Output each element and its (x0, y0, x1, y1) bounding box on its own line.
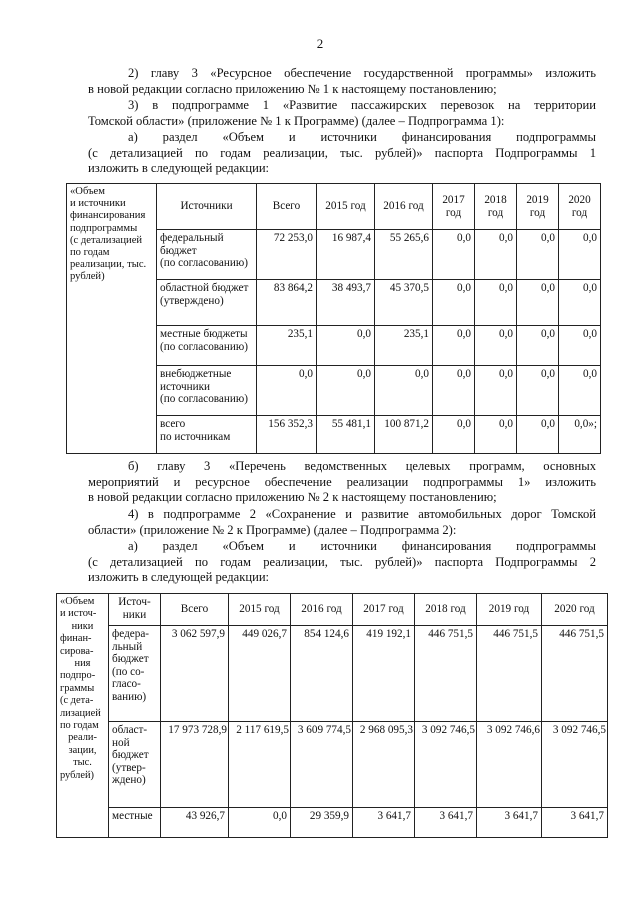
paragraph-chapter-3 (88, 66, 596, 97)
source-cell: местные бюджеты (по согласованию) (157, 326, 257, 366)
value-cell: 3 092 746,6 (477, 722, 542, 808)
text-line: 4) в подпрограмме 2 «Сохранение и развитие автомобильных дорог Томской (128, 507, 596, 521)
value-cell: 0,0 (475, 230, 517, 280)
value-cell: 235,1 (257, 326, 317, 366)
header-year: 2018 год (415, 594, 477, 626)
value-cell: 0,0 (229, 808, 291, 838)
value-cell: 0,0 (475, 366, 517, 416)
value-cell: 2 968 095,3 (353, 722, 415, 808)
header-year: 2017 год (353, 594, 415, 626)
paragraph-section-b (88, 459, 596, 506)
text-line: (с детализацией по годам реализации, тыс. рублей)» паспорта Подпрограммы 2 (88, 554, 596, 569)
paragraph-subprogram-2 (88, 507, 596, 538)
value-cell: 0,0 (517, 230, 559, 280)
value-cell: 854 124,6 (291, 626, 353, 722)
value-cell: 0,0 (559, 366, 601, 416)
value-cell: 0,0 (317, 326, 375, 366)
value-cell: 100 871,2 (375, 416, 433, 454)
paragraph-section-a-1 (88, 130, 596, 177)
header-year: 2020 год (559, 184, 601, 230)
value-cell: 0,0 (257, 366, 317, 416)
text-line: в новой редакции согласно приложению № 1 к настоящему постановлению; (88, 81, 497, 96)
source-cell: всего по источникам (157, 416, 257, 454)
value-cell: 17 973 728,9 (161, 722, 229, 808)
value-cell: 55 265,6 (375, 230, 433, 280)
source-cell: федеральный бюджет (по согласованию) (157, 230, 257, 280)
value-cell: 449 026,7 (229, 626, 291, 722)
page-number: 2 (316, 36, 324, 51)
value-cell: 43 926,7 (161, 808, 229, 838)
header-year: 2015 год (317, 184, 375, 230)
financing-table-subprogram-1 (66, 183, 601, 454)
value-cell: 0,0 (433, 326, 475, 366)
value-cell: 446 751,5 (477, 626, 542, 722)
header-sources: Источ- ники (109, 594, 161, 626)
text-line: области» (приложение № 2 к Программе) (далее – Подпрограмма 2): (88, 522, 457, 537)
value-cell: 3 062 597,9 (161, 626, 229, 722)
source-cell: федера- льный бюджет (по со- гласо- ванию) (109, 626, 161, 722)
header-sources: Источники (157, 184, 257, 230)
value-cell: 38 493,7 (317, 280, 375, 326)
value-cell: 3 641,7 (542, 808, 608, 838)
value-cell: 0,0 (375, 366, 433, 416)
header-year: 2017 год (433, 184, 475, 230)
source-cell: областной бюджет (утверждено) (157, 280, 257, 326)
text-line: изложить в следующей редакции: (88, 161, 270, 176)
value-cell: 446 751,5 (542, 626, 608, 722)
table-row (57, 808, 608, 838)
source-cell: внебюджетные источники (по согласованию) (157, 366, 257, 416)
value-cell: 0,0 (475, 326, 517, 366)
value-cell: 0,0 (433, 280, 475, 326)
value-cell: 0,0 (517, 366, 559, 416)
header-year: 2018 год (475, 184, 517, 230)
value-cell: 0,0 (433, 366, 475, 416)
text-line: (с детализацией по годам реализации, тыс. рублей)» паспорта Подпрограммы 1 (88, 145, 596, 160)
table-row (57, 626, 608, 722)
value-cell: 45 370,5 (375, 280, 433, 326)
text-line: Томской области» (приложение № 1 к Программе) (далее – Подпрограмма 1): (88, 113, 505, 128)
value-cell: 3 609 774,5 (291, 722, 353, 808)
text-line: а) раздел «Объем и источники финансирования подпрограммы (128, 130, 596, 144)
value-cell: 0,0 (433, 416, 475, 454)
value-cell: 72 253,0 (257, 230, 317, 280)
value-cell: 0,0 (433, 230, 475, 280)
value-cell: 0,0 (559, 230, 601, 280)
source-cell: местные (109, 808, 161, 838)
value-cell: 3 641,7 (353, 808, 415, 838)
header-year: 2019 год (477, 594, 542, 626)
source-cell: област- ной бюджет (утвер- ждено) (109, 722, 161, 808)
header-total: Всего (161, 594, 229, 626)
value-cell: 3 641,7 (477, 808, 542, 838)
value-cell: 0,0 (475, 280, 517, 326)
header-year: 2020 год (542, 594, 608, 626)
value-cell: 0,0 (317, 366, 375, 416)
value-cell: 83 864,2 (257, 280, 317, 326)
value-cell: 446 751,5 (415, 626, 477, 722)
value-cell: 419 192,1 (353, 626, 415, 722)
table-row-label: «Объем и источники финансирования подпрограммы (с детализацией по годам реализации, тыс. рублей) (67, 184, 157, 454)
header-year: 2016 год (375, 184, 433, 230)
text-line: изложить в следующей редакции: (88, 570, 270, 585)
value-cell: 0,0 (559, 280, 601, 326)
header-year: 2016 год (291, 594, 353, 626)
text-line: а) раздел «Объем и источники финансирования подпрограммы (128, 539, 596, 553)
table-row (57, 722, 608, 808)
value-cell: 0,0»; (559, 416, 601, 454)
value-cell: 0,0 (475, 416, 517, 454)
value-cell: 0,0 (517, 416, 559, 454)
value-cell: 156 352,3 (257, 416, 317, 454)
paragraph-section-a-2 (88, 539, 596, 586)
text-line: 3) в подпрограмме 1 «Развитие пассажирских перевозок на территории (128, 98, 596, 112)
value-cell: 3 092 746,5 (415, 722, 477, 808)
value-cell: 0,0 (517, 280, 559, 326)
text-line: в новой редакции согласно приложению № 2 к настоящему постановлению; (88, 490, 497, 505)
table-row-label: «Объем и источ- ники финан- сирова- ния подпро- граммы (с дета- лизацией по годам реали- зации, тыс. рублей) (57, 594, 109, 838)
paragraph-subprogram-1 (88, 98, 596, 129)
value-cell: 55 481,1 (317, 416, 375, 454)
header-total: Всего (257, 184, 317, 230)
value-cell: 3 092 746,5 (542, 722, 608, 808)
text-line: мероприятий и ресурсное обеспечение реализации подпрограммы 1» изложить (88, 474, 596, 489)
value-cell: 29 359,9 (291, 808, 353, 838)
header-year: 2019 год (517, 184, 559, 230)
text-line: б) главу 3 «Перечень ведомственных целевых программ, основных (128, 459, 596, 473)
header-year: 2015 год (229, 594, 291, 626)
value-cell: 2 117 619,5 (229, 722, 291, 808)
financing-table-subprogram-2 (56, 593, 608, 838)
value-cell: 3 641,7 (415, 808, 477, 838)
text-line: 2) главу 3 «Ресурсное обеспечение государственной программы» изложить (128, 66, 596, 80)
value-cell: 0,0 (559, 326, 601, 366)
value-cell: 0,0 (517, 326, 559, 366)
value-cell: 16 987,4 (317, 230, 375, 280)
value-cell: 235,1 (375, 326, 433, 366)
